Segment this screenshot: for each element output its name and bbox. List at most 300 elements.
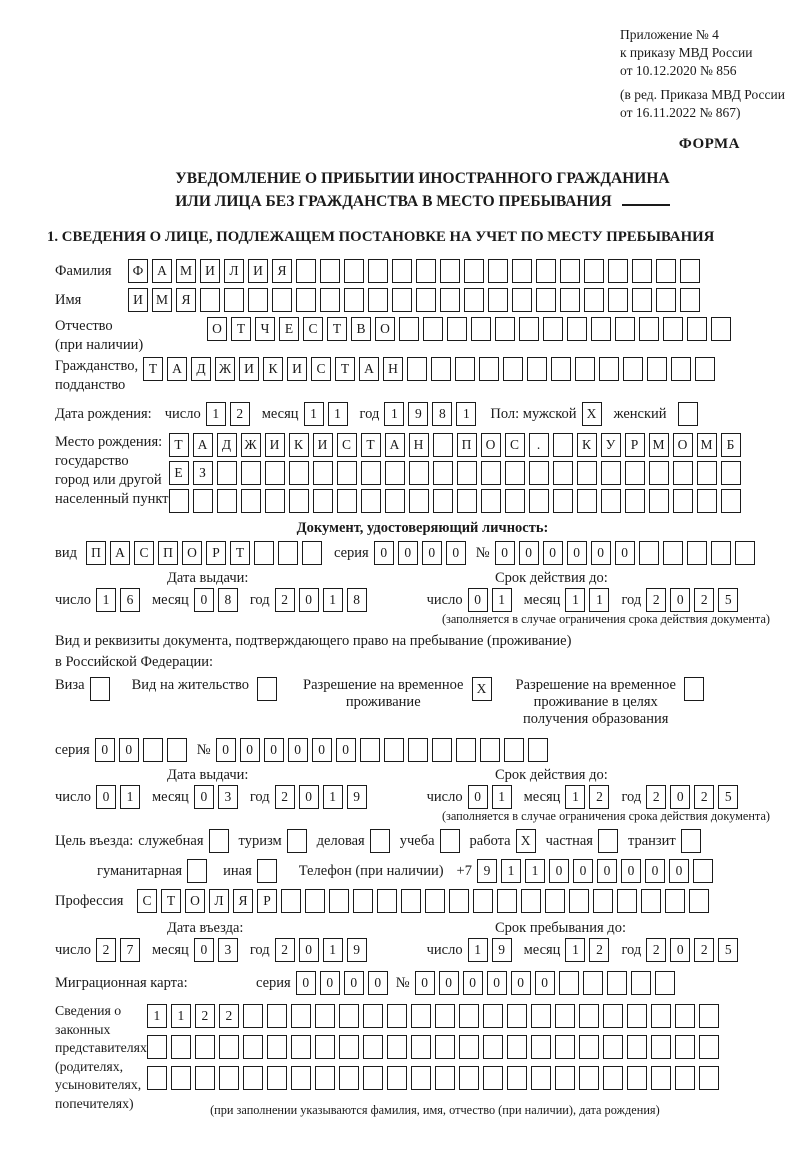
representatives-row2-cell[interactable]: [411, 1035, 431, 1059]
profession-cells-cell[interactable]: [689, 889, 709, 913]
representatives-row3-cell[interactable]: [339, 1066, 359, 1090]
citizenship-cells-cell[interactable]: К: [263, 357, 283, 381]
stay-issue-month-cell[interactable]: 0: [194, 785, 214, 809]
representatives-row3-cell[interactable]: [555, 1066, 575, 1090]
citizenship-cells-cell[interactable]: Т: [143, 357, 163, 381]
birth-place-row2-cell[interactable]: [481, 461, 501, 485]
patronymic-cells-cell[interactable]: С: [303, 317, 323, 341]
birth-place-row3-cell[interactable]: [409, 489, 429, 513]
birth-place-row3-cell[interactable]: [361, 489, 381, 513]
stay-number-cells-cell[interactable]: 0: [264, 738, 284, 762]
name-cells-cell[interactable]: [248, 288, 268, 312]
name-cells-cell[interactable]: [464, 288, 484, 312]
female-checkbox[interactable]: [678, 402, 698, 426]
surname-cells-cell[interactable]: [368, 259, 388, 283]
stay-until-day-cell[interactable]: 9: [492, 938, 512, 962]
patronymic-cells-cell[interactable]: [543, 317, 563, 341]
name-cells-cell[interactable]: [416, 288, 436, 312]
name-cells-cell[interactable]: [488, 288, 508, 312]
representatives-row2-cell[interactable]: [603, 1035, 623, 1059]
representatives-row2-cell[interactable]: [195, 1035, 215, 1059]
stay-number-cells-cell[interactable]: 0: [288, 738, 308, 762]
birth-year-cells-cell[interactable]: 9: [408, 402, 428, 426]
surname-cells-cell[interactable]: М: [176, 259, 196, 283]
birth-place-row1-cell[interactable]: К: [577, 433, 597, 457]
migration-number-cells-cell[interactable]: 0: [463, 971, 483, 995]
citizenship-cells-cell[interactable]: Ж: [215, 357, 235, 381]
profession-cells-cell[interactable]: Л: [209, 889, 229, 913]
representatives-row2-cell[interactable]: [435, 1035, 455, 1059]
stay-expiry-month-cell[interactable]: 1: [565, 785, 585, 809]
doc-series-cells-cell[interactable]: 0: [422, 541, 442, 565]
surname-cells-cell[interactable]: [512, 259, 532, 283]
name-cells-cell[interactable]: [584, 288, 604, 312]
purpose-private-checkbox[interactable]: [598, 829, 618, 853]
birth-year-cells-cell[interactable]: 1: [456, 402, 476, 426]
birth-place-row3-cell[interactable]: [241, 489, 261, 513]
representatives-row1-cell[interactable]: [651, 1004, 671, 1028]
purpose-tourism-checkbox[interactable]: [287, 829, 307, 853]
birth-place-row2-cell[interactable]: [457, 461, 477, 485]
stay-number-cells-cell[interactable]: 0: [240, 738, 260, 762]
birth-place-row2-cell[interactable]: Е: [169, 461, 189, 485]
representatives-row2-cell[interactable]: [699, 1035, 719, 1059]
stay-number-cells-cell[interactable]: 0: [312, 738, 332, 762]
representatives-row3-cell[interactable]: [627, 1066, 647, 1090]
representatives-row1-cell[interactable]: [555, 1004, 575, 1028]
representatives-row3-cell[interactable]: [579, 1066, 599, 1090]
stay-until-year-cell[interactable]: 5: [718, 938, 738, 962]
representatives-row3-cell[interactable]: [363, 1066, 383, 1090]
citizenship-cells-cell[interactable]: [455, 357, 475, 381]
surname-cells-cell[interactable]: [680, 259, 700, 283]
doc-number-cells-cell[interactable]: 0: [615, 541, 635, 565]
birth-place-row3-cell[interactable]: [601, 489, 621, 513]
patronymic-cells-cell[interactable]: [399, 317, 419, 341]
doc-expiry-month-cell[interactable]: 1: [565, 588, 585, 612]
profession-cells-cell[interactable]: [641, 889, 661, 913]
representatives-row2-cell[interactable]: [483, 1035, 503, 1059]
entry-day-cell[interactable]: 7: [120, 938, 140, 962]
representatives-row1-cell[interactable]: [411, 1004, 431, 1028]
phone-cells-cell[interactable]: 0: [549, 859, 569, 883]
representatives-row2-cell[interactable]: [507, 1035, 527, 1059]
representatives-row1-cell[interactable]: [291, 1004, 311, 1028]
representatives-row1-cell[interactable]: 1: [147, 1004, 167, 1028]
stay-issue-year-cell[interactable]: 1: [323, 785, 343, 809]
birth-place-row3-cell[interactable]: [337, 489, 357, 513]
purpose-transit-checkbox[interactable]: [681, 829, 701, 853]
citizenship-cells-cell[interactable]: [479, 357, 499, 381]
representatives-row2-cell[interactable]: [171, 1035, 191, 1059]
patronymic-cells-cell[interactable]: [447, 317, 467, 341]
doc-number-cells-cell[interactable]: 0: [519, 541, 539, 565]
representatives-row1-cell[interactable]: [699, 1004, 719, 1028]
birth-place-row3-cell[interactable]: [313, 489, 333, 513]
migration-series-cells-cell[interactable]: 0: [368, 971, 388, 995]
patronymic-cells-cell[interactable]: О: [207, 317, 227, 341]
representatives-row1-cell[interactable]: [387, 1004, 407, 1028]
surname-cells-cell[interactable]: А: [152, 259, 172, 283]
birth-place-row3-cell[interactable]: [697, 489, 717, 513]
patronymic-cells-cell[interactable]: [423, 317, 443, 341]
stay-number-cells-cell[interactable]: [408, 738, 428, 762]
representatives-row3-cell[interactable]: [651, 1066, 671, 1090]
birth-place-row3-cell[interactable]: [529, 489, 549, 513]
patronymic-cells-cell[interactable]: [687, 317, 707, 341]
patronymic-cells-cell[interactable]: Т: [327, 317, 347, 341]
name-cells-cell[interactable]: [680, 288, 700, 312]
representatives-row2-cell[interactable]: [651, 1035, 671, 1059]
representatives-row3-cell[interactable]: [147, 1066, 167, 1090]
representatives-row2-cell[interactable]: [267, 1035, 287, 1059]
purpose-other-checkbox[interactable]: [257, 859, 277, 883]
doc-issue-year-cell[interactable]: 1: [323, 588, 343, 612]
stay-issue-year-cell[interactable]: 2: [275, 785, 295, 809]
birth-place-row1-cell[interactable]: Ж: [241, 433, 261, 457]
representatives-row2-cell[interactable]: [579, 1035, 599, 1059]
citizenship-cells-cell[interactable]: [695, 357, 715, 381]
migration-series-cells-cell[interactable]: 0: [296, 971, 316, 995]
surname-cells-cell[interactable]: [656, 259, 676, 283]
representatives-row2-cell[interactable]: [219, 1035, 239, 1059]
doc-series-cells-cell[interactable]: 0: [374, 541, 394, 565]
doc-number-cells-cell[interactable]: 0: [567, 541, 587, 565]
migration-number-cells-cell[interactable]: [607, 971, 627, 995]
profession-cells-cell[interactable]: [473, 889, 493, 913]
birth-place-row2-cell[interactable]: [265, 461, 285, 485]
doc-number-cells-cell[interactable]: [711, 541, 731, 565]
birth-place-row1-cell[interactable]: Т: [169, 433, 189, 457]
doc-expiry-year-cell[interactable]: 0: [670, 588, 690, 612]
profession-cells-cell[interactable]: [329, 889, 349, 913]
representatives-row1-cell[interactable]: 2: [219, 1004, 239, 1028]
name-cells-cell[interactable]: [632, 288, 652, 312]
birth-place-row1-cell[interactable]: А: [385, 433, 405, 457]
birth-place-row2-cell[interactable]: [385, 461, 405, 485]
doc-type-cells-cell[interactable]: [302, 541, 322, 565]
birth-year-cells-cell[interactable]: 8: [432, 402, 452, 426]
birth-place-row3-cell[interactable]: [193, 489, 213, 513]
surname-cells-cell[interactable]: И: [200, 259, 220, 283]
doc-number-cells-cell[interactable]: [639, 541, 659, 565]
birth-place-row1-cell[interactable]: О: [481, 433, 501, 457]
birth-place-row1-cell[interactable]: [553, 433, 573, 457]
doc-number-cells-cell[interactable]: 0: [495, 541, 515, 565]
stay-until-year-cell[interactable]: 0: [670, 938, 690, 962]
profession-cells-cell[interactable]: С: [137, 889, 157, 913]
phone-cells-cell[interactable]: 0: [597, 859, 617, 883]
residence-permit-checkbox[interactable]: [257, 677, 277, 701]
stay-expiry-month-cell[interactable]: 2: [589, 785, 609, 809]
surname-cells-cell[interactable]: И: [248, 259, 268, 283]
birth-place-row3-cell[interactable]: [217, 489, 237, 513]
doc-series-cells-cell[interactable]: 0: [446, 541, 466, 565]
name-cells-cell[interactable]: [368, 288, 388, 312]
birth-place-row2-cell[interactable]: [313, 461, 333, 485]
birth-place-row2-cell[interactable]: [721, 461, 741, 485]
patronymic-cells-cell[interactable]: В: [351, 317, 371, 341]
migration-number-cells-cell[interactable]: 0: [511, 971, 531, 995]
representatives-row1-cell[interactable]: [267, 1004, 287, 1028]
doc-expiry-day-cell[interactable]: 0: [468, 588, 488, 612]
surname-cells-cell[interactable]: [536, 259, 556, 283]
profession-cells-cell[interactable]: [305, 889, 325, 913]
representatives-row3-cell[interactable]: [411, 1066, 431, 1090]
migration-number-cells-cell[interactable]: [559, 971, 579, 995]
profession-cells-cell[interactable]: [497, 889, 517, 913]
birth-place-row2-cell[interactable]: [409, 461, 429, 485]
birth-place-row2-cell[interactable]: [241, 461, 261, 485]
birth-place-row3-cell[interactable]: [169, 489, 189, 513]
patronymic-cells-cell[interactable]: Ч: [255, 317, 275, 341]
name-cells-cell[interactable]: Я: [176, 288, 196, 312]
doc-type-cells-cell[interactable]: С: [134, 541, 154, 565]
birth-place-row1-cell[interactable]: А: [193, 433, 213, 457]
migration-number-cells-cell[interactable]: [631, 971, 651, 995]
doc-type-cells-cell[interactable]: О: [182, 541, 202, 565]
birth-place-row1-cell[interactable]: Д: [217, 433, 237, 457]
surname-cells-cell[interactable]: [440, 259, 460, 283]
representatives-row3-cell[interactable]: [267, 1066, 287, 1090]
name-cells-cell[interactable]: [536, 288, 556, 312]
stay-number-cells-cell[interactable]: [384, 738, 404, 762]
representatives-row2-cell[interactable]: [531, 1035, 551, 1059]
citizenship-cells-cell[interactable]: [503, 357, 523, 381]
representatives-row1-cell[interactable]: [579, 1004, 599, 1028]
birth-place-row1-cell[interactable]: М: [697, 433, 717, 457]
representatives-row2-cell[interactable]: [387, 1035, 407, 1059]
citizenship-cells-cell[interactable]: И: [239, 357, 259, 381]
phone-cells-cell[interactable]: 0: [573, 859, 593, 883]
citizenship-cells-cell[interactable]: [551, 357, 571, 381]
doc-issue-year-cell[interactable]: 2: [275, 588, 295, 612]
birth-month-cells-cell[interactable]: 1: [328, 402, 348, 426]
visa-checkbox[interactable]: [90, 677, 110, 701]
phone-cells-cell[interactable]: 0: [669, 859, 689, 883]
representatives-row1-cell[interactable]: [363, 1004, 383, 1028]
birth-place-row2-cell[interactable]: [361, 461, 381, 485]
name-cells-cell[interactable]: М: [152, 288, 172, 312]
citizenship-cells-cell[interactable]: [431, 357, 451, 381]
patronymic-cells-cell[interactable]: [519, 317, 539, 341]
doc-type-cells-cell[interactable]: П: [158, 541, 178, 565]
birth-place-row1-cell[interactable]: У: [601, 433, 621, 457]
surname-cells-cell[interactable]: [392, 259, 412, 283]
patronymic-cells-cell[interactable]: О: [375, 317, 395, 341]
stay-series-cells-cell[interactable]: [167, 738, 187, 762]
representatives-row3-cell[interactable]: [315, 1066, 335, 1090]
doc-number-cells-cell[interactable]: [663, 541, 683, 565]
name-cells-cell[interactable]: [224, 288, 244, 312]
surname-cells-cell[interactable]: [560, 259, 580, 283]
surname-cells-cell[interactable]: Я: [272, 259, 292, 283]
phone-cells-cell[interactable]: [693, 859, 713, 883]
citizenship-cells-cell[interactable]: С: [311, 357, 331, 381]
entry-year-cell[interactable]: 2: [275, 938, 295, 962]
birth-place-row1-cell[interactable]: .: [529, 433, 549, 457]
birth-place-row1-cell[interactable]: [433, 433, 453, 457]
citizenship-cells-cell[interactable]: [527, 357, 547, 381]
birth-month-cells-cell[interactable]: 1: [304, 402, 324, 426]
profession-cells-cell[interactable]: [521, 889, 541, 913]
representatives-row3-cell[interactable]: [459, 1066, 479, 1090]
birth-place-row1-cell[interactable]: П: [457, 433, 477, 457]
name-cells-cell[interactable]: [560, 288, 580, 312]
temp-residence-education-checkbox[interactable]: [684, 677, 704, 701]
stay-expiry-year-cell[interactable]: 2: [646, 785, 666, 809]
migration-number-cells-cell[interactable]: 0: [535, 971, 555, 995]
representatives-row1-cell[interactable]: [435, 1004, 455, 1028]
stay-expiry-year-cell[interactable]: 5: [718, 785, 738, 809]
name-cells-cell[interactable]: [320, 288, 340, 312]
representatives-row2-cell[interactable]: [675, 1035, 695, 1059]
representatives-row3-cell[interactable]: [675, 1066, 695, 1090]
profession-cells-cell[interactable]: Я: [233, 889, 253, 913]
birth-place-row2-cell[interactable]: [289, 461, 309, 485]
stay-number-cells-cell[interactable]: [360, 738, 380, 762]
stay-expiry-year-cell[interactable]: 0: [670, 785, 690, 809]
stay-expiry-year-cell[interactable]: 2: [694, 785, 714, 809]
citizenship-cells-cell[interactable]: Т: [335, 357, 355, 381]
profession-cells-cell[interactable]: [545, 889, 565, 913]
citizenship-cells-cell[interactable]: [623, 357, 643, 381]
representatives-row2-cell[interactable]: [627, 1035, 647, 1059]
patronymic-cells-cell[interactable]: Т: [231, 317, 251, 341]
patronymic-cells-cell[interactable]: [471, 317, 491, 341]
stay-issue-year-cell[interactable]: 9: [347, 785, 367, 809]
name-cells-cell[interactable]: [512, 288, 532, 312]
representatives-row1-cell[interactable]: [531, 1004, 551, 1028]
birth-place-row3-cell[interactable]: [457, 489, 477, 513]
birth-place-row2-cell[interactable]: [697, 461, 717, 485]
stay-number-cells-cell[interactable]: [456, 738, 476, 762]
entry-year-cell[interactable]: 0: [299, 938, 319, 962]
stay-number-cells-cell[interactable]: [528, 738, 548, 762]
birth-place-row3-cell[interactable]: [625, 489, 645, 513]
name-cells-cell[interactable]: [392, 288, 412, 312]
migration-series-cells-cell[interactable]: 0: [320, 971, 340, 995]
representatives-row2-cell[interactable]: [147, 1035, 167, 1059]
stay-number-cells-cell[interactable]: [480, 738, 500, 762]
birth-place-row2-cell[interactable]: [673, 461, 693, 485]
representatives-row3-cell[interactable]: [483, 1066, 503, 1090]
stay-number-cells-cell[interactable]: [432, 738, 452, 762]
citizenship-cells-cell[interactable]: А: [167, 357, 187, 381]
representatives-row3-cell[interactable]: [435, 1066, 455, 1090]
doc-type-cells-cell[interactable]: [254, 541, 274, 565]
male-checkbox[interactable]: X: [582, 402, 602, 426]
temp-residence-checkbox[interactable]: X: [472, 677, 492, 701]
citizenship-cells-cell[interactable]: [407, 357, 427, 381]
name-cells-cell[interactable]: [608, 288, 628, 312]
stay-number-cells-cell[interactable]: 0: [216, 738, 236, 762]
migration-number-cells-cell[interactable]: 0: [439, 971, 459, 995]
stay-expiry-day-cell[interactable]: 1: [492, 785, 512, 809]
doc-number-cells-cell[interactable]: [687, 541, 707, 565]
patronymic-cells-cell[interactable]: Е: [279, 317, 299, 341]
birth-day-cells-cell[interactable]: 2: [230, 402, 250, 426]
doc-expiry-year-cell[interactable]: 5: [718, 588, 738, 612]
doc-number-cells-cell[interactable]: [735, 541, 755, 565]
citizenship-cells-cell[interactable]: А: [359, 357, 379, 381]
name-cells-cell[interactable]: [656, 288, 676, 312]
representatives-row3-cell[interactable]: [603, 1066, 623, 1090]
surname-cells-cell[interactable]: [296, 259, 316, 283]
representatives-row1-cell[interactable]: [243, 1004, 263, 1028]
doc-issue-day-cell[interactable]: 1: [96, 588, 116, 612]
representatives-row1-cell[interactable]: [339, 1004, 359, 1028]
representatives-row2-cell[interactable]: [243, 1035, 263, 1059]
representatives-row3-cell[interactable]: [699, 1066, 719, 1090]
profession-cells-cell[interactable]: [353, 889, 373, 913]
phone-cells-cell[interactable]: 0: [621, 859, 641, 883]
patronymic-cells-cell[interactable]: [567, 317, 587, 341]
patronymic-cells-cell[interactable]: [639, 317, 659, 341]
doc-expiry-year-cell[interactable]: 2: [694, 588, 714, 612]
birth-place-row3-cell[interactable]: [433, 489, 453, 513]
profession-cells-cell[interactable]: [281, 889, 301, 913]
representatives-row3-cell[interactable]: [531, 1066, 551, 1090]
phone-cells-cell[interactable]: 9: [477, 859, 497, 883]
representatives-row2-cell[interactable]: [291, 1035, 311, 1059]
doc-issue-year-cell[interactable]: 8: [347, 588, 367, 612]
migration-number-cells-cell[interactable]: [583, 971, 603, 995]
birth-place-row2-cell[interactable]: [625, 461, 645, 485]
birth-place-row1-cell[interactable]: К: [289, 433, 309, 457]
doc-type-cells-cell[interactable]: П: [86, 541, 106, 565]
profession-cells-cell[interactable]: О: [185, 889, 205, 913]
name-cells-cell[interactable]: [272, 288, 292, 312]
purpose-business-checkbox[interactable]: [370, 829, 390, 853]
profession-cells-cell[interactable]: [401, 889, 421, 913]
stay-issue-month-cell[interactable]: 3: [218, 785, 238, 809]
patronymic-cells-cell[interactable]: [711, 317, 731, 341]
phone-cells-cell[interactable]: 1: [525, 859, 545, 883]
representatives-row2-cell[interactable]: [315, 1035, 335, 1059]
purpose-humanitarian-checkbox[interactable]: [187, 859, 207, 883]
stay-issue-day-cell[interactable]: 1: [120, 785, 140, 809]
profession-cells-cell[interactable]: [665, 889, 685, 913]
representatives-row3-cell[interactable]: [171, 1066, 191, 1090]
birth-place-row1-cell[interactable]: Б: [721, 433, 741, 457]
representatives-row1-cell[interactable]: [483, 1004, 503, 1028]
entry-year-cell[interactable]: 9: [347, 938, 367, 962]
birth-place-row3-cell[interactable]: [289, 489, 309, 513]
surname-cells-cell[interactable]: [416, 259, 436, 283]
doc-type-cells-cell[interactable]: Т: [230, 541, 250, 565]
representatives-row1-cell[interactable]: 2: [195, 1004, 215, 1028]
migration-number-cells-cell[interactable]: 0: [415, 971, 435, 995]
surname-cells-cell[interactable]: [344, 259, 364, 283]
patronymic-cells-cell[interactable]: [495, 317, 515, 341]
representatives-row2-cell[interactable]: [555, 1035, 575, 1059]
name-cells-cell[interactable]: И: [128, 288, 148, 312]
phone-cells-cell[interactable]: 1: [501, 859, 521, 883]
citizenship-cells-cell[interactable]: [647, 357, 667, 381]
purpose-work-checkbox[interactable]: X: [516, 829, 536, 853]
birth-place-row2-cell[interactable]: [529, 461, 549, 485]
entry-month-cell[interactable]: 0: [194, 938, 214, 962]
stay-series-cells-cell[interactable]: [143, 738, 163, 762]
birth-place-row3-cell[interactable]: [505, 489, 525, 513]
representatives-row3-cell[interactable]: [195, 1066, 215, 1090]
birth-place-row1-cell[interactable]: И: [313, 433, 333, 457]
birth-place-row3-cell[interactable]: [673, 489, 693, 513]
name-cells-cell[interactable]: [200, 288, 220, 312]
migration-series-cells-cell[interactable]: 0: [344, 971, 364, 995]
stay-series-cells-cell[interactable]: 0: [119, 738, 139, 762]
